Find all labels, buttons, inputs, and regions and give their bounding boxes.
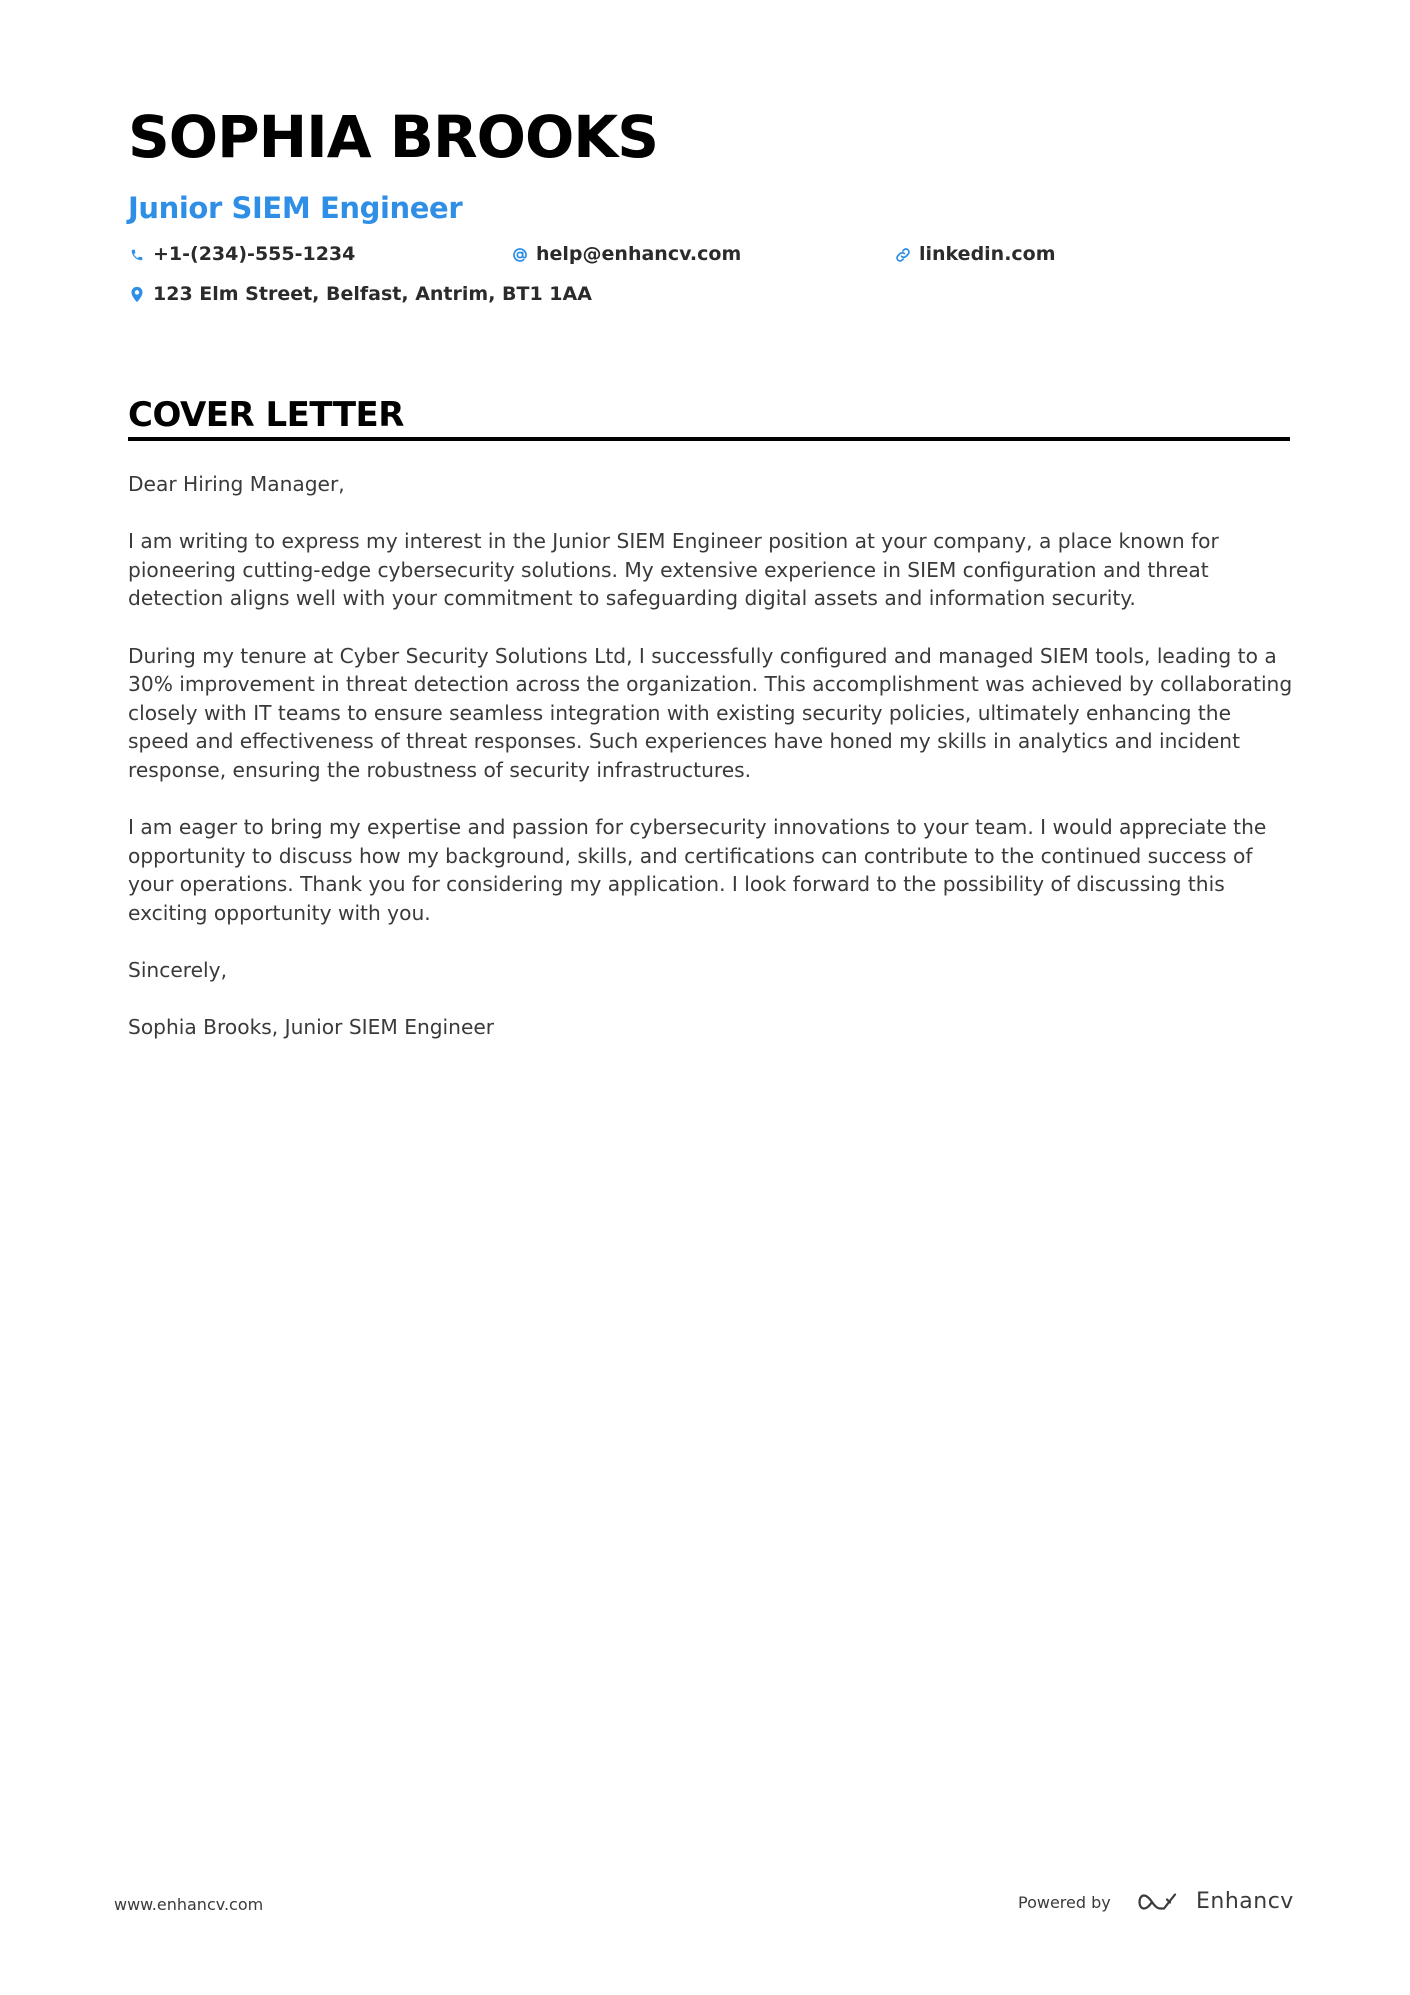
phone-icon <box>129 246 145 264</box>
contact-address <box>129 285 592 304</box>
contact-email-text: help@enhancv.com <box>536 243 742 265</box>
powered-by-label: Powered by <box>1018 1893 1111 1912</box>
contact-linkedin[interactable] <box>895 245 1056 264</box>
letter-body <box>128 470 1293 1070</box>
contact-phone-text: +1-(234)-555-1234 <box>153 243 356 265</box>
contact-phone[interactable] <box>129 245 355 264</box>
brand-name: Enhancv <box>1196 1889 1294 1914</box>
footer-url[interactable]: www.enhancv.com <box>114 1895 264 1914</box>
letter-paragraph: I am writing to express my interest in the Junior SIEM Engineer position at your company, a place known for pioneering cutting-edge cybersecurity solutions. My extensive experience in SIEM configuration and threat detection aligns well with your commitment to safeguarding digital assets and information security. <box>128 529 1219 611</box>
at-icon <box>512 246 528 264</box>
enhancv-logo-icon <box>1138 1888 1186 1916</box>
letter-signature: Sophia Brooks, Junior SIEM Engineer <box>128 1015 495 1040</box>
applicant-role: Junior SIEM Engineer <box>128 191 463 225</box>
section-title: COVER LETTER <box>128 395 404 435</box>
letter-closing: Sincerely, <box>128 958 227 983</box>
letter-paragraph: During my tenure at Cyber Security Solutions Ltd, I successfully configured and managed SIEM tools, leading to a 30% improvement in threat detection across the organization. This accomplishment was achieved by collaborating closely with IT teams to ensure seamless integration with existing security policies, ultimately enhancing the speed and effectiveness of threat responses. Such experiences have honed my skills in analytics and incident response, ensuring the robustness of security infrastructures. <box>128 643 1293 782</box>
link-icon <box>895 246 911 264</box>
contact-email[interactable] <box>512 245 741 264</box>
letter-paragraph: I am eager to bring my expertise and passion for cybersecurity innovations to your team. I would appreciate the opportunity to discuss how my background, skills, and certifications can contribute to the continued success of your operations. Thank you for considering my application. I look forward to the possibility of discussing this exciting opportunity with you. <box>128 815 1267 925</box>
section-divider <box>128 437 1290 441</box>
contact-address-text: 123 Elm Street, Belfast, Antrim, BT1 1AA <box>153 283 592 305</box>
location-pin-icon <box>129 286 145 304</box>
applicant-name: SOPHIA BROOKS <box>128 103 658 171</box>
brand[interactable] <box>1138 1888 1294 1916</box>
letter-greeting: Dear Hiring Manager, <box>128 472 345 496</box>
contact-linkedin-text: linkedin.com <box>919 243 1056 265</box>
